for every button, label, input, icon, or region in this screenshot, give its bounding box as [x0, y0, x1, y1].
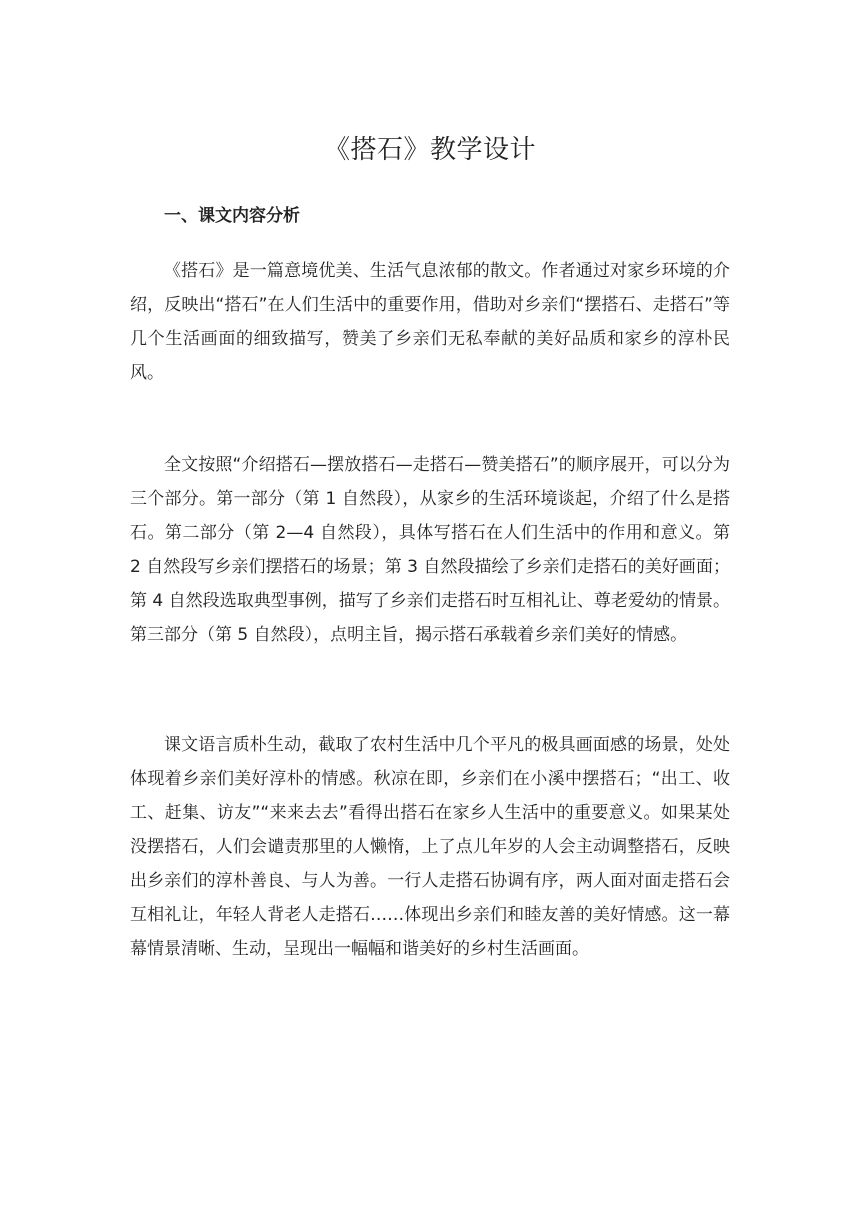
- section-heading: 一、课文内容分析: [164, 206, 300, 226]
- paragraph-1: 《搭石》是一篇意境优美、生活气息浓郁的散文。作者通过对家乡环境的介绍，反映出“搭石”在人们生活中的重要作用，借助对乡亲们“摆搭石、走搭石”等几个生活画面的细致描写，赞美了乡亲们无私奉献的美好品质和家乡的淳朴民风。: [130, 261, 730, 383]
- paragraph-3: 课文语言质朴生动，截取了农村生活中几个平凡的极具画面感的场景，处处体现着乡亲们美好淳朴的情感。秋凉在即，乡亲们在小溪中摆搭石；“出工、收工、赶集、访友”“来来去去”看得出搭石在家乡人生活中的重要意义。如果某处没摆搭石，人们会谴责那里的人懒惰，上了点儿年岁的人会主动调整搭石，反映出乡亲们的淳朴善良、与人为善。一行人走搭石协调有序，两人面对面走搭石会互相礼让，年轻人背老人走搭石……体现出乡亲们和睦友善的美好情感。这一幕幕情景清晰、生动，呈现出一幅幅和谐美好的乡村生活画面。: [130, 735, 730, 959]
- paragraph-2: 全文按照“介绍搭石—摆放搭石—走搭石—赞美搭石”的顺序展开，可以分为三个部分。第一部分（第 1 自然段），从家乡的生活环境谈起，介绍了什么是搭石。第二部分（第 2—4 自然段），具体写搭石在人们生活中的作用和意义。第 2 自然段写乡亲们摆搭石的场景；第 3 自然段描绘了乡亲们走搭石的美好画面；第 4 自然段选取典型事例，描写了乡亲们走搭石时互相礼让、尊老爱幼的情景。第三部分（第 5 自然段），点明主旨，揭示搭石承载着乡亲们美好的情感。: [130, 455, 730, 645]
- document-title: 《搭石》教学设计: [323, 135, 536, 165]
